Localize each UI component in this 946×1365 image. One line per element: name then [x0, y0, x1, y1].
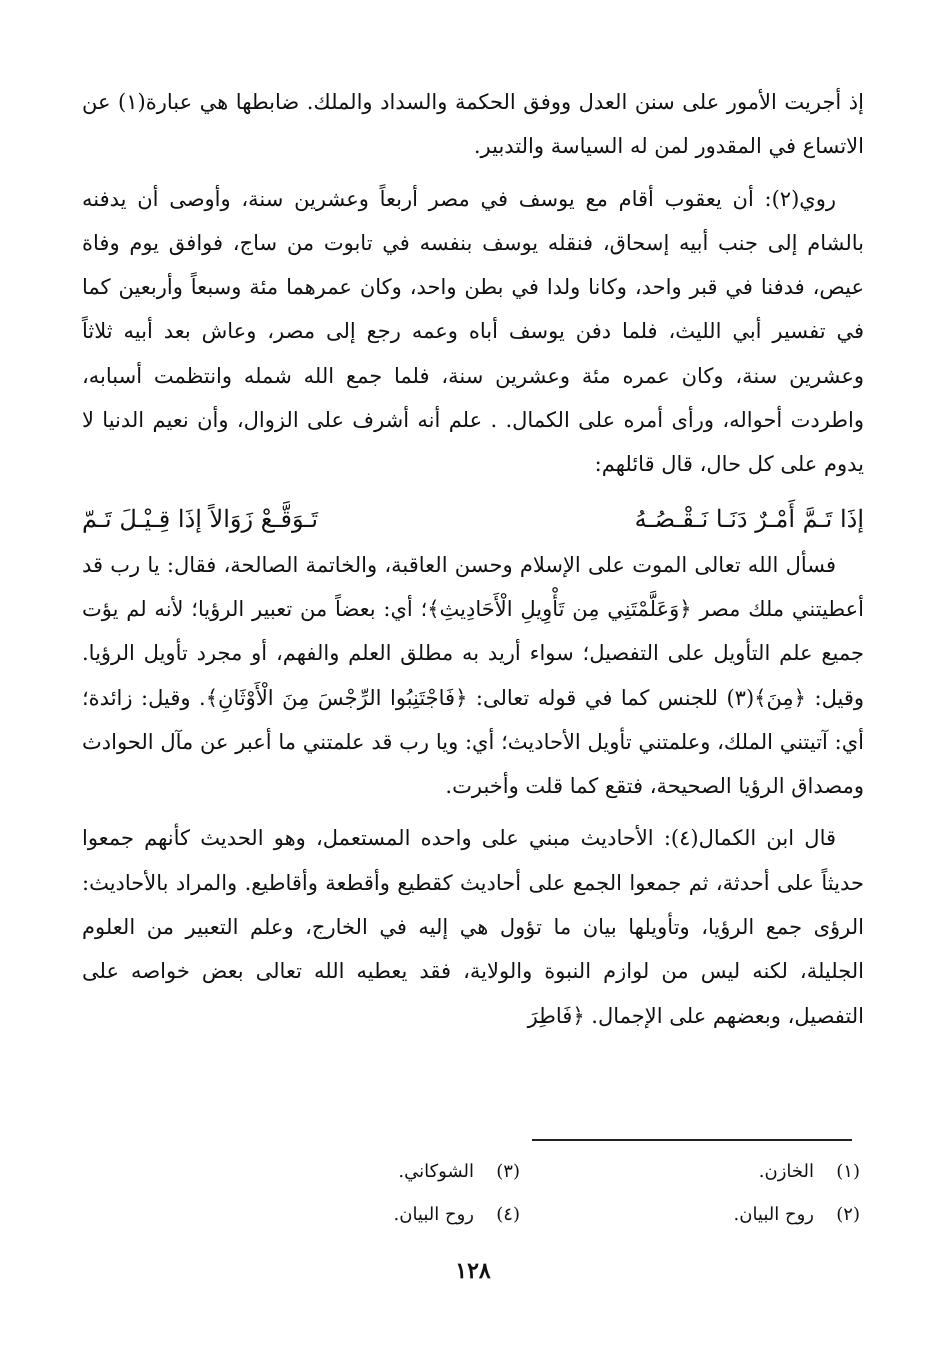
footnote-text: الشوكاني.	[398, 1161, 474, 1182]
verse-first-hemistich: إذَا تَـمَّ أَمْـرٌ دَنَـا نَـقْـصُـهُ	[634, 504, 864, 533]
footnote-text: الخازن.	[758, 1161, 814, 1182]
footnote-number: (١)	[836, 1161, 860, 1182]
footnotes	[180, 1150, 860, 1236]
page-body	[82, 80, 864, 1038]
footnote-text: روح البيان.	[733, 1204, 814, 1225]
footnote-row	[180, 1193, 860, 1236]
footnote-row	[180, 1150, 860, 1193]
verse-second-hemistich: تَـوَقَّـعْ زَوَالاً إذَا قِـيْـلَ تَـمّ	[82, 504, 319, 533]
paragraph-4: قال ابن الكمال(٤): الأحاديث مبني على واحده المستعمل، وهو الحديث كأنهم جمعوا حديثاً على أحدثة، ثم جمعوا الجمع على أحاديث كقطيع وأقطعة وأقاطيع. والمراد بالأحاديث: الرؤى جمع الرؤيا، وتأويلها بيان ما تؤول هي إليه في الخارج، وعلم التعبير من العلوم الجليلة، لكنه ليس من لوازم النبوة والولاية، فقد يعطيه الله تعالى بعض خواصه على التفصيل، وبعضهم على الإجمال. ﴿فَاطِرَ	[82, 826, 864, 1028]
footnote-item	[180, 1150, 520, 1193]
footnote-number: (٢)	[836, 1204, 860, 1225]
footnote-item	[180, 1193, 520, 1236]
footnote-divider	[532, 1139, 852, 1141]
footnote-item	[520, 1150, 860, 1193]
paragraph-1: إذ أجريت الأمور على سنن العدل ووفق الحكمة والسداد والملك. ضابطها هي عبارة(١) عن الاتساع في المقدور لمن له السياسة والتدبير.	[82, 90, 864, 159]
paragraph-3: فسأل الله تعالى الموت على الإسلام وحسن العاقبة، والخاتمة الصالحة، فقال: يا رب قد أعطيتني ملك مصر ﴿وَعَلَّمْتَنِي مِن تَأْوِيلِ الْأَحَادِيثِ﴾؛ أي: بعضاً من تعبير الرؤيا؛ لأنه لم يؤت جميع علم التأويل على التفصيل؛ سواء أريد به مطلق العلم والفهم، أو مجرد تأويل الرؤيا. وقيل: ﴿مِنَ﴾(٣) للجنس كما في قوله تعالى: ﴿فَاجْتَنِبُوا الرِّجْسَ مِنَ الْأَوْثَانِ﴾. وقيل: زائدة؛ أي: آتيتني الملك، وعلمتني تأويل الأحاديث؛ أي: ويا رب قد علمتني ما أعبر عن مآل الحوادث ومصداق الرؤيا الصحيحة، فتقع كما قلت وأخبرت.	[82, 552, 864, 799]
footnote-number: (٣)	[496, 1161, 520, 1182]
footnote-item	[520, 1193, 860, 1236]
page-number: ١٢٨	[455, 1258, 491, 1284]
paragraph-2: روي(٢): أن يعقوب أقام مع يوسف في مصر أربعاً وعشرين سنة، وأوصى أن يدفنه بالشام إلى جنب أبيه إسحاق، فنقله يوسف بنفسه في تابوت من ساج، فوافق يوم وفاة عيص، فدفنا في قبر واحد، وكانا ولدا في بطن واحد، وكان عمرهما مئة وسبعاً وأربعين كما في تفسير أبي الليث، فلما دفن يوسف أباه وعمه رجع إلى مصر، وعاش بعد أبيه ثلاثاً وعشرين سنة، وكان عمره مئة وعشرين سنة، فلما جمع الله شمله وانتظمت أسبابه، واطردت أحواله، ورأى أمره على الكمال. . علم أنه أشرف على الزوال، وأن نعيم الدنيا لا يدوم على كل حال، قال قائلهم:	[82, 186, 864, 477]
footnote-number: (٤)	[496, 1204, 520, 1225]
poetry-verse	[82, 495, 864, 543]
footnote-text: روح البيان.	[393, 1204, 474, 1225]
